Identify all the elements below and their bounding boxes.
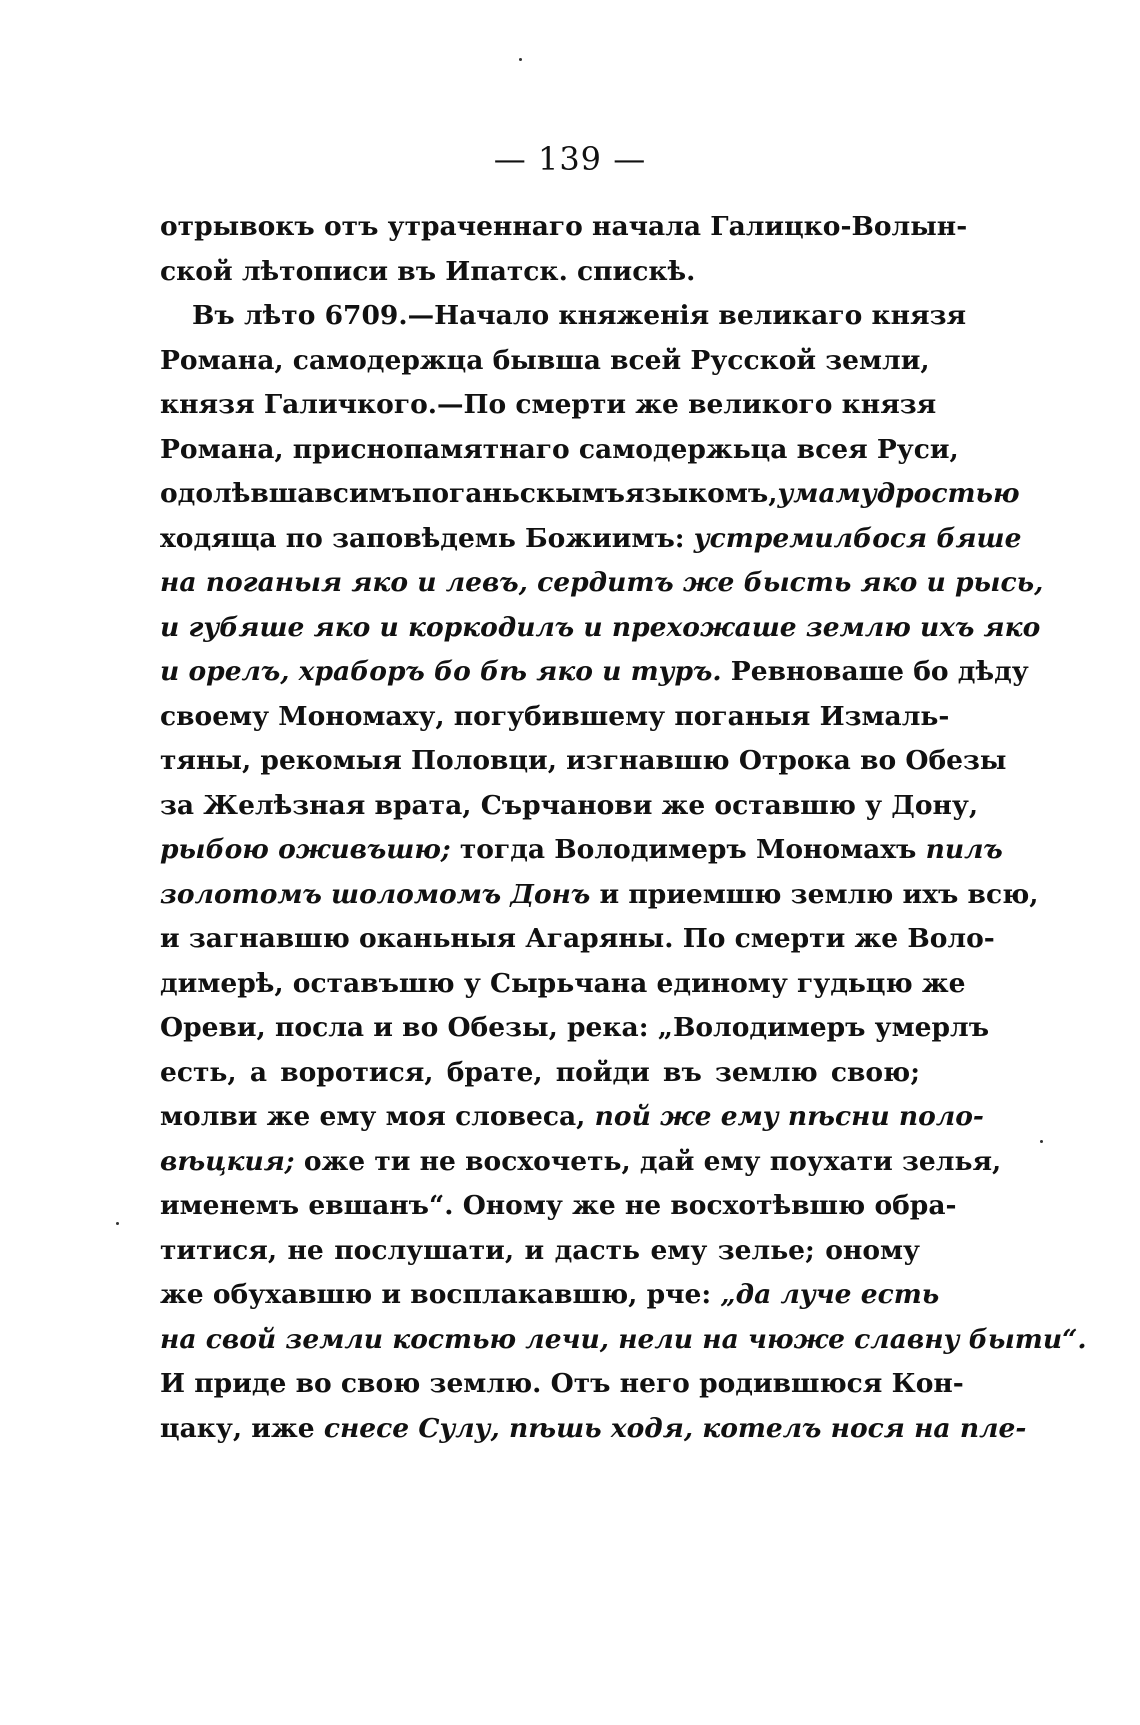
italic-text-segment: пой же ему пѣсни поло- <box>594 1101 984 1132</box>
text-line <box>160 1229 920 1274</box>
text-line <box>160 294 967 339</box>
body-text <box>160 205 1087 1451</box>
italic-text-segment: устремилбося бяше <box>693 522 1022 554</box>
italic-text-segment: снесе Сулу, пѣшь ходя, котелъ нося на пле- <box>323 1412 1027 1444</box>
italic-text-segment: и орелъ, храборъ бо бѣ яко и туръ. <box>160 656 722 687</box>
text-segment: одолѣвшавсимъпоганьскымъязыкомъ, <box>160 478 778 509</box>
text-line <box>160 1407 1027 1452</box>
text-segment: Ореви, посла и во Обезы, река: „Володимеръ умерлъ <box>160 1012 990 1043</box>
italic-text-segment: умамудростью <box>777 478 1020 509</box>
text-segment: отрывокъ отъ утраченнаго начала Галицко-Волын- <box>160 211 968 242</box>
text-segment: Романа, самодержца бывша всей Русской земли, <box>160 344 930 376</box>
text-segment: тогда Володимеръ Мономахъ <box>450 834 926 865</box>
text-line <box>160 650 1029 695</box>
italic-text-segment: вѣцкия; <box>160 1145 295 1177</box>
text-segment: оже ти не восхочеть, дай ему поухати зелья, <box>294 1145 1002 1177</box>
text-line <box>160 962 966 1007</box>
print-speck <box>1040 1140 1043 1143</box>
text-line <box>160 784 979 829</box>
text-line <box>160 1095 984 1140</box>
text-segment: ской лѣтописи въ Ипатск. спискѣ. <box>160 255 696 287</box>
text-segment: своему Мономаху, погубившему поганыя Измаль- <box>160 700 950 732</box>
text-segment: Ревноваше бо дѣду <box>721 656 1029 687</box>
print-speck <box>116 1222 119 1225</box>
text-line <box>160 383 937 428</box>
text-line <box>160 606 1041 651</box>
italic-text-segment: „да луче есть <box>720 1279 940 1310</box>
text-line <box>160 561 1044 606</box>
text-segment: И приде во свою землю. Отъ него родившюся Кон- <box>160 1368 964 1399</box>
text-segment: Въ лѣто 6709.—Начало княженія великаго князя <box>192 300 967 331</box>
text-line <box>160 472 1020 517</box>
text-line <box>160 1006 990 1051</box>
text-segment: Романа, приснопамятнаго самодержьца всея Руси, <box>160 433 959 465</box>
text-line <box>160 1362 964 1407</box>
text-segment: за Желѣзная врата, Сърчанови же оставшю у Дону, <box>160 789 979 821</box>
text-segment: есть, а воротися, брате, пойди въ землю свою; <box>160 1056 920 1088</box>
text-segment: ходяща по заповѣдемь Божиимъ: <box>160 522 694 554</box>
text-line <box>160 873 1039 918</box>
text-segment: цаку, иже <box>160 1412 324 1444</box>
text-segment: и приемшю землю ихъ всю, <box>590 878 1039 910</box>
text-segment: именемъ евшанъ“. Оному же не восхотѣвшю обра- <box>160 1190 957 1221</box>
print-speck <box>519 58 522 61</box>
text-line <box>160 917 995 962</box>
text-line <box>160 428 959 473</box>
text-line <box>160 1318 1087 1363</box>
italic-text-segment: пилъ <box>925 834 1003 865</box>
text-line <box>160 250 920 295</box>
text-line <box>160 1140 1002 1185</box>
italic-text-segment: и губяше яко и коркодилъ и прехожаше землю ихъ яко <box>160 611 1041 643</box>
text-segment: и загнавшю оканьныя Агаряны. По смерти же Воло- <box>160 923 995 954</box>
italic-text-segment: рыбою оживъшю; <box>160 834 451 865</box>
text-line <box>160 205 968 250</box>
text-segment: же обухавшю и восплакавшю, рче: <box>160 1279 721 1310</box>
text-segment: титися, не послушати, и дасть ему зелье; оному <box>160 1234 920 1266</box>
text-segment: молви же ему моя словеса, <box>160 1101 595 1132</box>
text-segment: князя Галичкого.—По смерти же великого князя <box>160 389 937 420</box>
text-line <box>160 1051 920 1096</box>
text-line <box>160 1273 940 1318</box>
italic-text-segment: на свой земли костью лечи, нели на чюже славну быти“. <box>160 1323 1087 1355</box>
text-line <box>160 339 930 384</box>
italic-text-segment: золотомъ шоломомъ Донъ <box>160 878 591 910</box>
italic-text-segment: на поганыя яко и левъ, сердитъ же бысть яко и рысь, <box>160 567 1044 598</box>
page-number: — 139 — <box>493 140 647 178</box>
text-line <box>160 739 1007 784</box>
text-segment: тяны, рекомыя Половци, изгнавшю Отрока во Обезы <box>160 745 1007 776</box>
text-line <box>160 517 1022 562</box>
text-segment: димерѣ, оставъшю у Сырьчана единому гудьцю же <box>160 967 966 999</box>
text-line <box>160 1184 957 1229</box>
text-line <box>160 695 950 740</box>
text-line <box>160 828 1003 873</box>
